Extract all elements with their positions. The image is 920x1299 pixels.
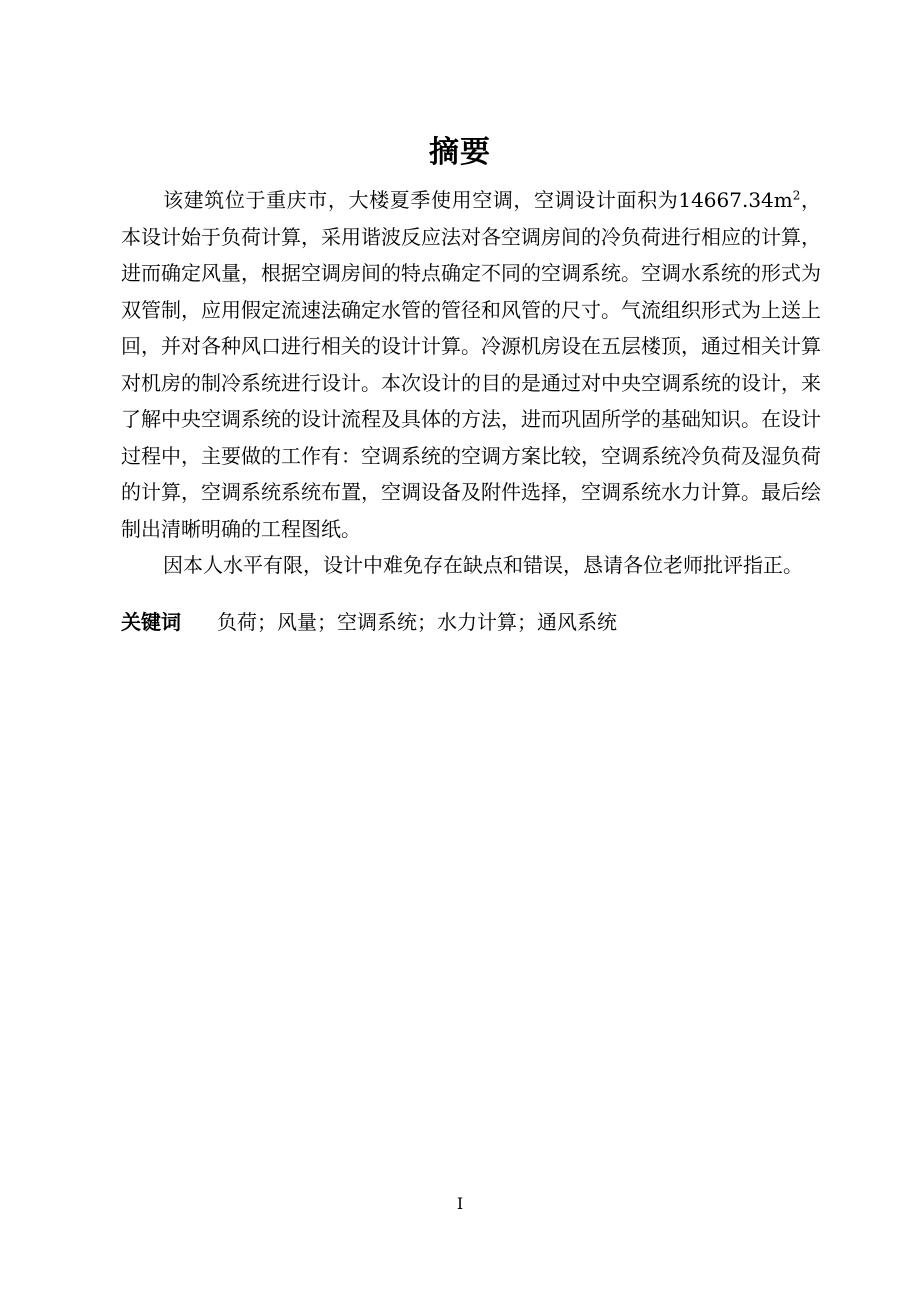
keywords-label: 关键词: [121, 610, 181, 634]
abstract-paragraph-1: [121, 182, 821, 547]
page-title: 摘要: [429, 135, 491, 170]
paragraph-1-rest: ，本设计始于负荷计算，采用谐波反应法对各空调房间的冷负荷进行相应的计算，进而确定风量，根据空调房间的特点确定不同的空调系统。空调水系统的形式为双管制，应用假定流速法确定水管的管径和风管的尺寸。气流组织形式为上送上回，并对各种风口进行相关的设计计算。冷源机房设在五层楼顶，通过相关计算对机房的制冷系统进行设计。本次设计的目的是通过对中央空调系统的设计，来了解中央空调系统的设计流程及具体的方法，进而巩固所学的基础知识。在设计过程中，主要做的工作有：空调系统的空调方案比较，空调系统冷负荷及湿负荷的计算，空调系统系统布置，空调设备及附件选择，空调系统水力计算。最后绘制出清晰明确的工程图纸。: [121, 188, 821, 541]
area-unit-superscript: 2: [792, 188, 801, 203]
abstract-body: [121, 182, 821, 584]
paragraph-1-text: 该建筑位于重庆市，大楼夏季使用空调，空调设计面积为14667.34m: [163, 188, 793, 212]
page-number: I: [456, 1194, 464, 1213]
keywords-line: [121, 604, 821, 640]
abstract-paragraph-2: 因本人水平有限，设计中难免存在缺点和错误，恳请各位老师批评指正。: [163, 553, 803, 577]
keywords-text: 负荷；风量；空调系统；水力计算；通风系统: [217, 610, 617, 634]
